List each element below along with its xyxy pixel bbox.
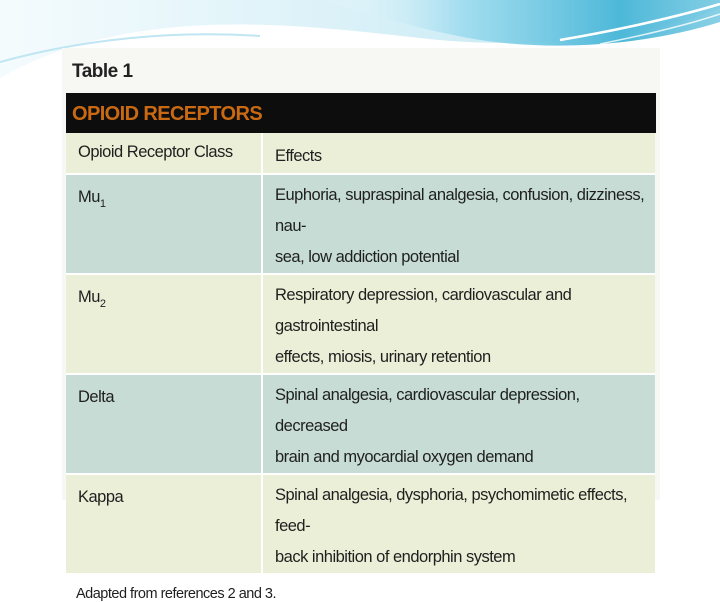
receptor-class-name: Kappa [78,488,124,506]
table-header-row [66,133,655,174]
receptor-class-name: Mu [78,288,100,306]
effects-cell [262,274,655,374]
table-row [66,274,655,374]
opioid-receptor-table-figure [62,48,660,602]
table-label: Table 1 [72,61,133,82]
receptor-class-cell [66,474,262,574]
effects-cell [262,174,655,274]
table-row [66,474,655,574]
table-row [66,174,655,274]
table-banner: OPIOID RECEPTORS [66,93,656,133]
receptor-class-cell [66,274,262,374]
effects-line: effects, miosis, urinary retention [275,348,491,366]
effects-line: Spinal analgesia, dysphoria, psychomimetic effects, feed- [275,486,628,535]
effects-cell [262,374,655,474]
receptor-class-cell [66,374,262,474]
column-header-class: Opioid Receptor Class [66,133,262,174]
effects-line: brain and myocardial oxygen demand [275,448,534,466]
table-row [66,374,655,474]
effects-line: Respiratory depression, cardiovascular and gastrointestinal [275,286,572,335]
table-source-note: Adapted from references 2 and 3. [76,586,277,602]
receptor-class-name: Delta [78,388,115,406]
effects-cell [262,474,655,574]
effects-line: Euphoria, supraspinal analgesia, confusion, dizziness, nau- [275,186,645,235]
effects-line: back inhibition of endorphin system [275,548,516,566]
receptor-subtype: 2 [99,298,106,310]
receptor-class-name: Mu [78,188,100,206]
opioid-receptor-table [66,133,655,575]
column-header-effects: Effects [262,133,655,174]
effects-line: sea, low addiction potential [275,248,460,266]
receptor-class-cell [66,174,262,274]
effects-line: Spinal analgesia, cardiovascular depression, decreased [275,386,580,435]
receptor-subtype: 1 [99,198,106,210]
